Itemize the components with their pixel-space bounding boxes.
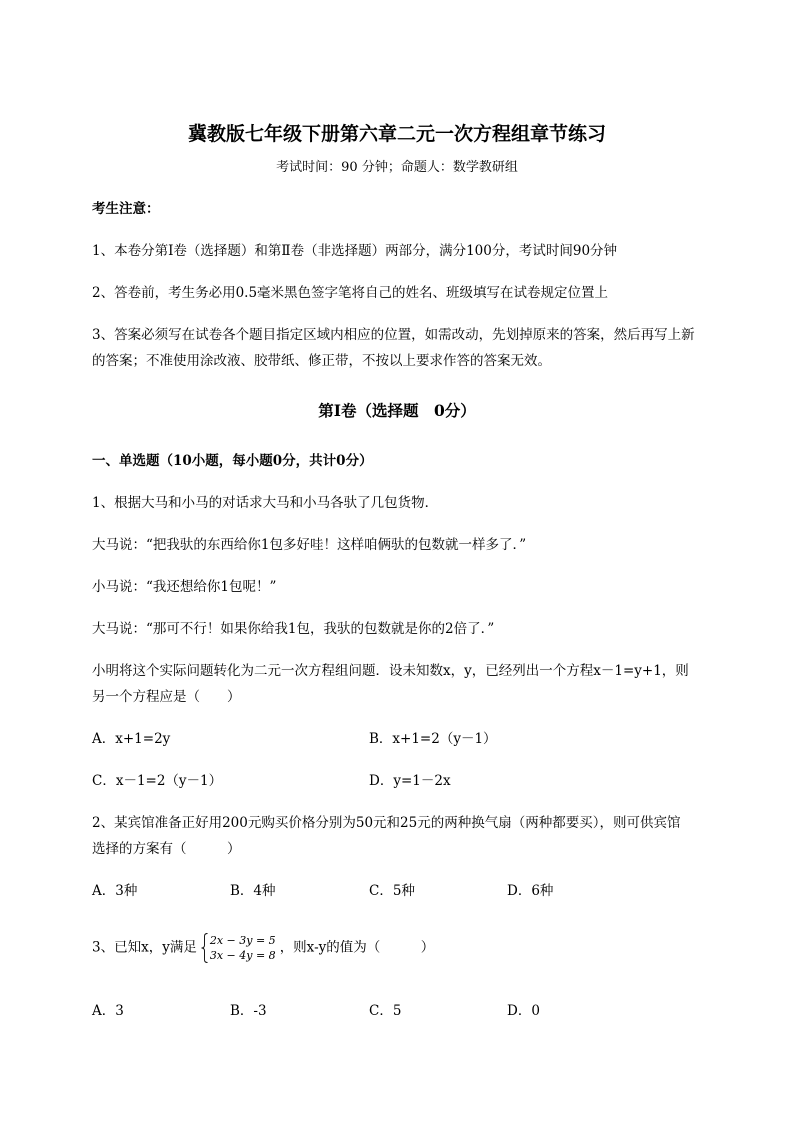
question-1-option-d[interactable]: D．y=1－2x	[369, 773, 451, 789]
question-2-option-b[interactable]: B．4种	[230, 883, 276, 899]
equation-1: 2x − 3y = 5	[209, 933, 276, 947]
question-2-option-a[interactable]: A．3种	[92, 883, 138, 899]
question-3-prefix: 3、已知x，y满足	[92, 939, 197, 956]
question-1-line: 大马说：“把我驮的东西给你1包多好哇！这样咱俩驮的包数就一样多了．”	[92, 537, 527, 553]
question-3-option-c[interactable]: C．5	[369, 1003, 402, 1019]
question-1-line: 另一个方程应是（ ）	[92, 689, 241, 705]
question-3-option-d[interactable]: D．0	[507, 1003, 540, 1019]
question-3-stem	[92, 930, 434, 965]
question-1-option-b[interactable]: B．x+1=2（y－1）	[369, 731, 497, 747]
question-3-option-b[interactable]: B．-3	[230, 1003, 267, 1019]
question-3-suffix: ，则x-y的值为（ ）	[279, 939, 435, 956]
question-2-stem: 2、某宾馆准备正好用200元购买价格分别为50元和25元的两种换气扇（两种都要买），则可供宾馆	[92, 815, 681, 831]
question-2-option-c[interactable]: C．5种	[369, 883, 415, 899]
question-3-option-a[interactable]: A．3	[92, 1003, 124, 1019]
notice-item-2: 2、答卷前，考生务必用0.5毫米黑色签字笔将自己的姓名、班级填写在试卷规定位置上	[92, 285, 609, 301]
equation-2: 3x − 4y = 8	[209, 948, 276, 962]
section-title: 第I卷（选择题 0分）	[318, 401, 476, 420]
notice-heading: 考生注意：	[92, 201, 160, 217]
left-brace-icon	[201, 933, 208, 963]
question-1-option-a[interactable]: A．x+1=2y	[92, 731, 171, 747]
question-1-line: 小明将这个实际问题转化为二元一次方程组问题．设未知数x，y，已经列出一个方程x－1=y+1，则	[92, 663, 689, 679]
exam-info: 考试时间：90 分钟；命题人：数学教研组	[276, 160, 518, 175]
question-2-option-d[interactable]: D．6种	[507, 883, 554, 899]
page-title: 冀教版七年级下册第六章二元一次方程组章节练习	[187, 123, 606, 145]
question-1-line: 大马说：“那可不行！如果你给我1包，我驮的包数就是你的2倍了．”	[92, 621, 495, 637]
question-1-stem: 1、根据大马和小马的对话求大马和小马各驮了几包货物．	[92, 495, 439, 511]
question-1-line: 小马说：“我还想给你1包呢！”	[92, 579, 277, 595]
notice-item-1: 1、本卷分第I卷（选择题）和第Ⅱ卷（非选择题）两部分，满分100分，考试时间90分钟	[92, 243, 618, 259]
equation-system	[201, 933, 276, 963]
question-1-option-c[interactable]: C．x－1=2（y－1）	[92, 773, 223, 789]
notice-item-3-continued: 的答案；不准使用涂改液、胶带纸、修正带，不按以上要求作答的答案无效。	[92, 353, 551, 369]
part-heading: 一、单选题（10小题，每小题0分，共计0分）	[92, 453, 373, 469]
notice-item-3: 3、答案必须写在试卷各个题目指定区域内相应的位置，如需改动，先划掉原来的答案，然后再写上新	[92, 327, 695, 343]
question-2-line: 选择的方案有（ ）	[92, 841, 241, 857]
